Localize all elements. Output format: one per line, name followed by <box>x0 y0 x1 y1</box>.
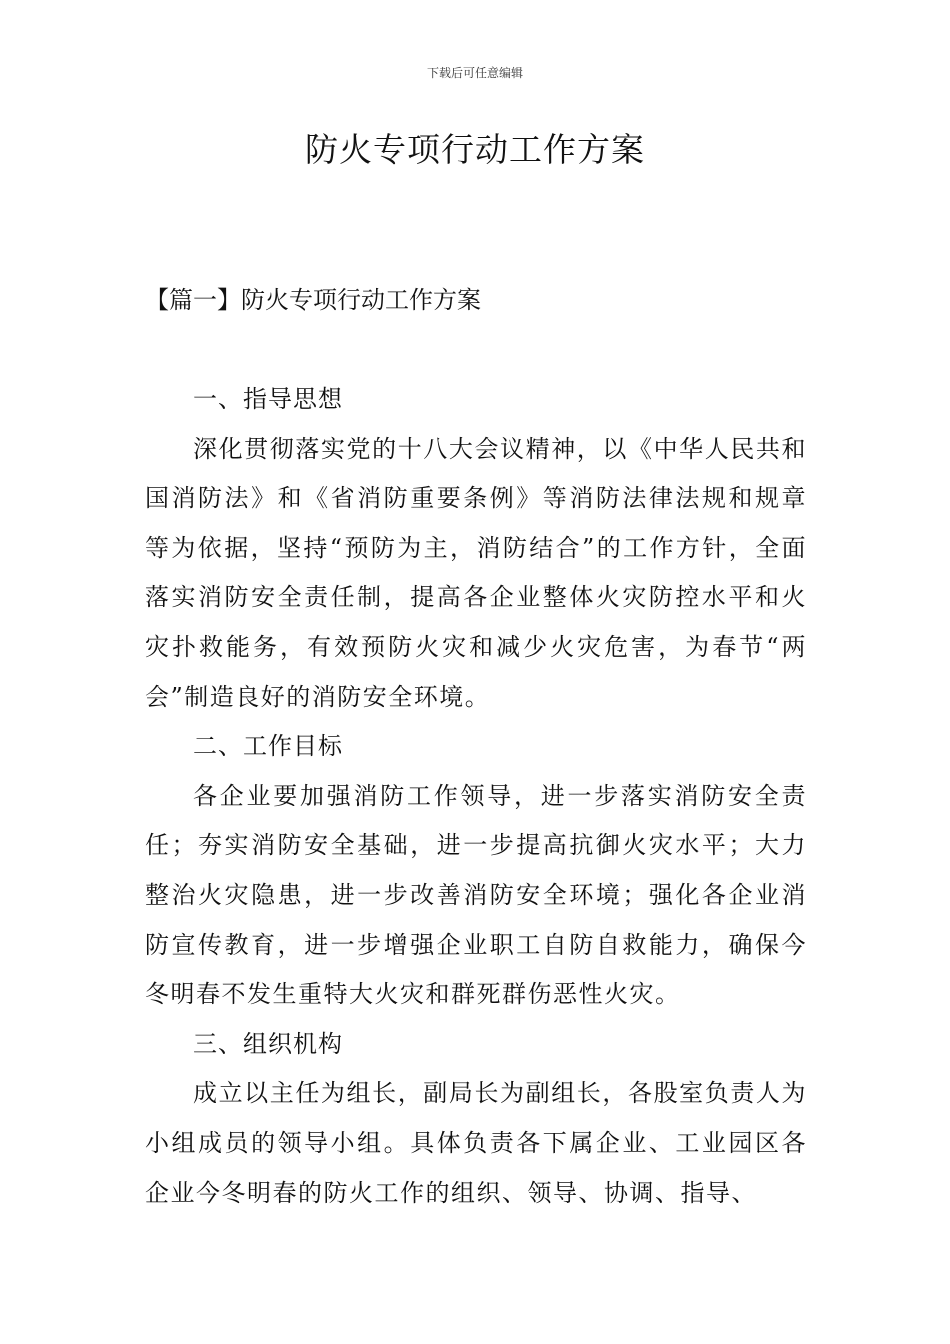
section-title: 【篇一】防火专项行动工作方案 <box>145 286 481 314</box>
section-heading-guiding-ideology: 一、指导思想 <box>193 385 343 413</box>
paragraph-work-goals: 各企业要加强消防工作领导，进一步落实消防安全责任；夯实消防安全基础，进一步提高抗御火灾水平；大力整治火灾隐患，进一步改善消防安全环境；强化各企业消防宣传教育，进一步增强企业职工自防自救能力，确保今冬明春不发生重特大火灾和群死群伤恶性火灾。 <box>145 781 807 1009</box>
document-body <box>145 375 807 1218</box>
header-note: 下载后可任意编辑 <box>426 66 523 80</box>
section-heading-work-goals: 二、工作目标 <box>193 732 343 761</box>
section-heading-organization: 三、组织机构 <box>193 1029 343 1058</box>
document-title: 防火专项行动工作方案 <box>305 130 645 169</box>
paragraph-organization: 成立以主任为组长，副局长为副组长，各股室负责人为小组成员的领导小组。具体负责各下属企业、工业园区各企业今冬明春的防火工作的组织、领导、协调、指导、 <box>145 1079 807 1207</box>
paragraph-guiding-ideology: 深化贯彻落实党的十八大会议精神，以《中华人民共和国消防法》和《省消防重要条例》等消防法律法规和规章等为依据，坚持“预防为主，消防结合”的工作方针，全面落实消防安全责任制，提高各企业整体火灾防控水平和火灾扑救能务，有效预防火灾和减少火灾危害，为春节“两会”制造良好的消防安全环境。 <box>145 434 807 711</box>
